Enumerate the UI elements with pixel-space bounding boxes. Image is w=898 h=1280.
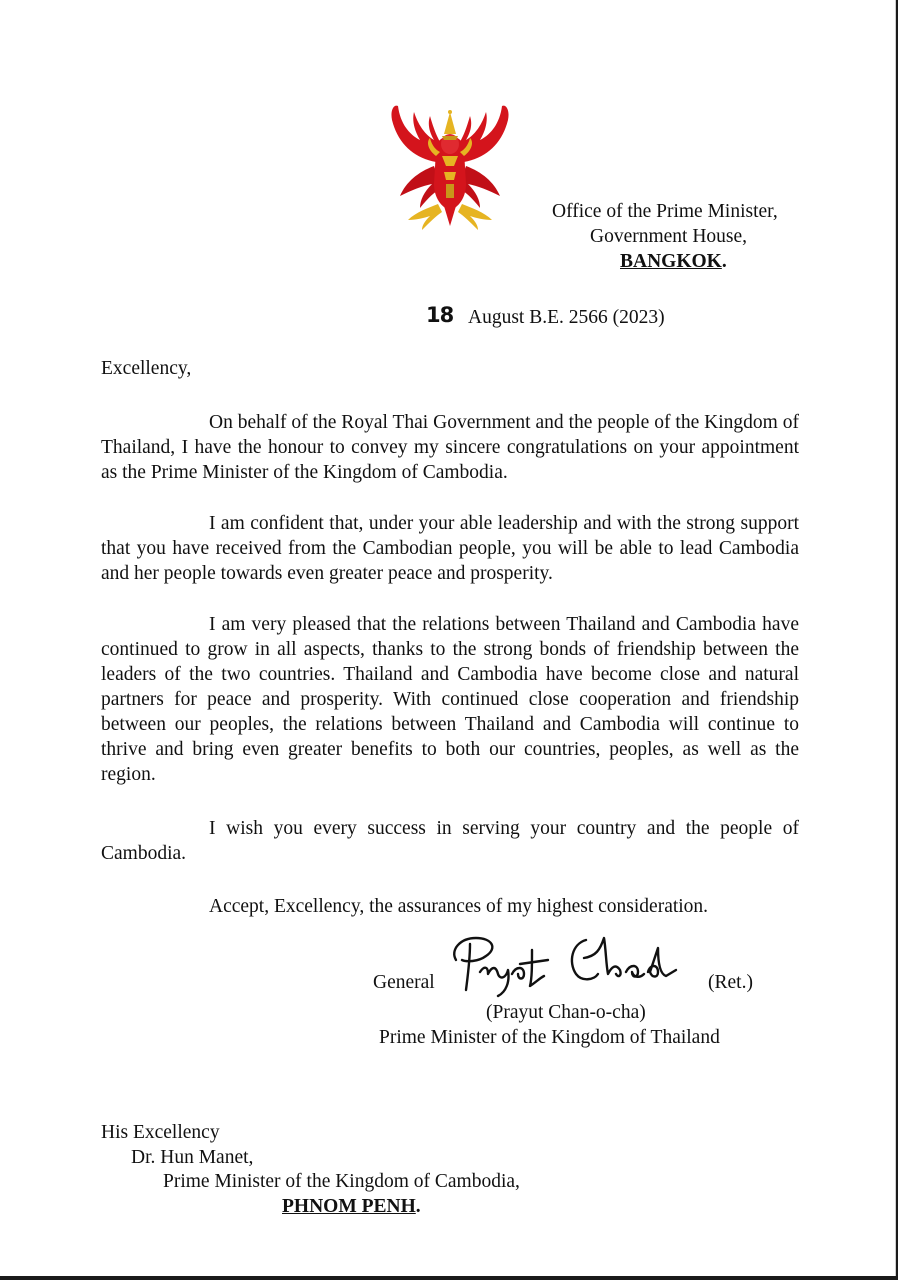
garuda-emblem-icon	[384, 100, 516, 235]
body-paragraph: I am very pleased that the relations between Thailand and Cambodia have continued to grow in all aspects, thanks to the strong bonds of friendship between the leaders of the two countries. Thailand and Cambodia have become close and natural partners for peace and prosperity. With continued close cooperation and friendship between our peoples, the relations between Thailand and Cambodia will continue to thrive and bring even greater benefits to both our countries, peoples, as well as the region.	[101, 614, 799, 785]
handwritten-signature	[436, 930, 686, 1000]
addressee-line-2: Dr. Hun Manet,	[131, 1147, 254, 1168]
handwritten-day: 18	[426, 303, 454, 327]
letterhead-city: BANGKOK.	[620, 251, 727, 272]
signature-suffix: (Ret.)	[708, 972, 753, 993]
office-line-2: Government House,	[590, 226, 748, 247]
body-paragraph: On behalf of the Royal Thai Government and the people of the Kingdom of Thailand, I have the honour to convey my sincere congratulations on your appointment as the Prime Minister of the Kingdom of Cambodia.	[101, 412, 799, 483]
addressee-line-1: His Excellency	[101, 1122, 220, 1143]
closing-line: Accept, Excellency, the assurances of my highest consideration.	[209, 896, 709, 917]
signature-rank: General	[373, 972, 435, 993]
signatory-name: (Prayut Chan-o-cha)	[486, 1002, 646, 1023]
date-text: August B.E. 2566 (2023)	[468, 307, 665, 328]
signatory-title: Prime Minister of the Kingdom of Thailand	[379, 1027, 720, 1048]
salutation: Excellency,	[101, 358, 192, 379]
body-paragraph: I wish you every success in serving your country and the people of Cambodia.	[101, 818, 799, 864]
body-paragraph: I am confident that, under your able leadership and with the strong support that you have received from the Cambodian people, you will be able to lead Cambodia and her people towards even greater peace and prosperity.	[101, 513, 799, 584]
office-line-1: Office of the Prime Minister,	[552, 201, 778, 222]
addressee-city: PHNOM PENH.	[282, 1196, 421, 1217]
addressee-line-3: Prime Minister of the Kingdom of Cambodia,	[163, 1171, 520, 1192]
